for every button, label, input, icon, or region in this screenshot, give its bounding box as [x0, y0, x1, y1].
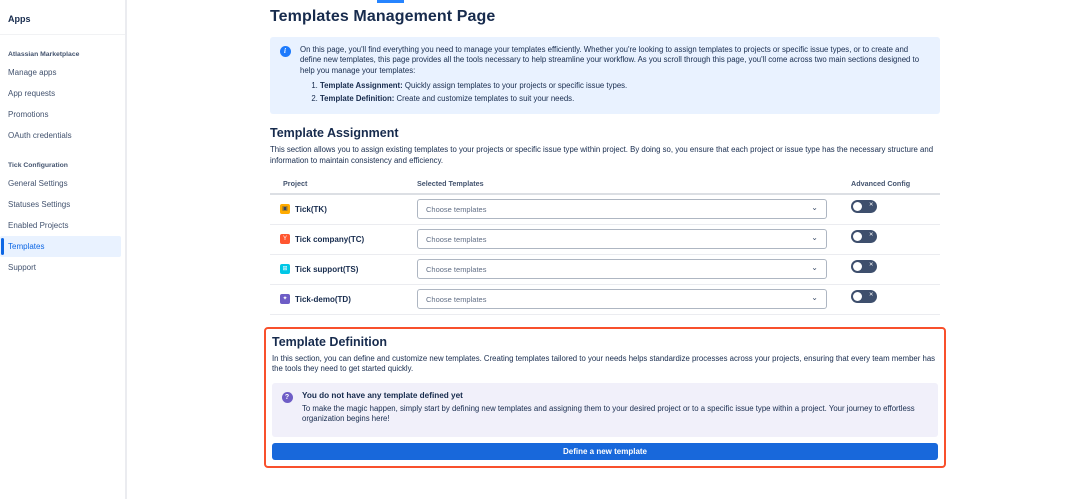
- chevron-down-icon: ⌄: [811, 262, 818, 272]
- avatar-glyph: ▣: [282, 206, 288, 213]
- info-intro-text: On this page, you'll find everything you need to manage your templates efficiently. Whether you're looking to assign templates to projects or specific issue types, or to create and define new templates, this page provides all the tools necessary to help streamline your workflow. As you scroll through this page, you'll come across two main sections designed to help you manage your templates:: [300, 45, 920, 75]
- main-content: [270, 0, 940, 468]
- empty-state-message: To make the magic happen, simply start by defining new templates and assigning them to your desired project or to a specific issue type within a project. Your journey to effortless organization begins here!: [302, 403, 915, 424]
- sidebar-group-marketplace: [0, 45, 125, 146]
- toggle-off-icon: ✕: [868, 262, 874, 269]
- table-row-tick-company-tc: [270, 225, 940, 255]
- advanced-config-toggle[interactable]: [851, 200, 877, 213]
- chevron-down-icon: ⌄: [811, 232, 818, 242]
- template-definition-heading: Template Definition: [272, 334, 388, 349]
- sidebar-item-statuses-settings[interactable]: Statuses Settings: [8, 200, 71, 209]
- sidebar-item-app-requests[interactable]: App requests: [8, 89, 56, 98]
- avatar-glyph: ⊞: [282, 266, 288, 273]
- advanced-config-toggle[interactable]: [851, 260, 877, 273]
- template-definition-description: In this section, you can define and customize new templates. Creating templates tailored to your needs helps standardize processes across your projects, ensuring that every team member has the tools they need to get started quickly.: [272, 353, 936, 374]
- column-header-selected-templates: Selected Templates: [417, 179, 484, 189]
- project-name: Tick-demo(TD): [295, 294, 351, 304]
- project-avatar: [280, 264, 290, 274]
- sidebar-heading-marketplace: Atlassian Marketplace: [8, 51, 80, 58]
- chevron-down-icon: ⌄: [811, 202, 818, 212]
- empty-state-panel: [272, 383, 938, 437]
- template-definition-section: [264, 327, 946, 468]
- project-avatar: [280, 234, 290, 244]
- column-header-project: Project: [283, 179, 308, 189]
- toggle-off-icon: ✕: [868, 232, 874, 239]
- project-name: Tick(TK): [295, 204, 327, 214]
- info-section-list: [320, 81, 926, 104]
- project-name: Tick company(TC): [295, 234, 365, 244]
- toggle-off-icon: ✕: [868, 202, 874, 209]
- list-item-template-assignment: 1. Template Assignment: Quickly assign templates to your projects or specific issue types.: [320, 81, 926, 91]
- choose-templates-dropdown[interactable]: Choose templates ⌄: [417, 229, 827, 249]
- project-name: Tick support(TS): [295, 264, 359, 274]
- empty-state-title: You do not have any template defined yet: [302, 390, 463, 400]
- column-header-advanced-config: Advanced Config: [851, 179, 911, 189]
- advanced-config-toggle[interactable]: [851, 290, 877, 303]
- project-avatar: [280, 294, 290, 304]
- sidebar-item-promotions[interactable]: Promotions: [8, 110, 49, 119]
- assignment-table-header: [270, 175, 940, 195]
- avatar-glyph: ✦: [282, 296, 288, 303]
- info-icon: i: [280, 46, 291, 57]
- sidebar-item-support[interactable]: Support: [8, 263, 37, 272]
- sidebar-item-templates[interactable]: Templates: [0, 236, 121, 257]
- template-assignment-description: This section allows you to assign existing templates to your projects or specific issue type within project. By doing so, you ensure that each project or issue type has the necessary structure and information to maintain consistency and efficiency.: [270, 145, 934, 165]
- template-assignment-heading: Template Assignment: [270, 126, 399, 141]
- sidebar-item-oauth-credentials[interactable]: OAuth credentials: [8, 131, 72, 140]
- advanced-config-toggle[interactable]: [851, 230, 877, 243]
- sidebar-item-enabled-projects[interactable]: Enabled Projects: [8, 221, 69, 230]
- define-new-template-button[interactable]: Define a new template: [272, 443, 938, 460]
- question-icon: ?: [282, 392, 293, 403]
- chevron-down-icon: ⌄: [811, 292, 818, 302]
- sidebar-title: Apps: [0, 0, 125, 35]
- table-row-tick-demo-td: [270, 285, 940, 315]
- list-item-template-definition: 2. Template Definition: Create and customize templates to suit your needs.: [320, 94, 926, 104]
- sidebar-item-manage-apps[interactable]: Manage apps: [8, 68, 57, 77]
- toggle-off-icon: ✕: [868, 292, 874, 299]
- sidebar: [0, 0, 127, 499]
- info-panel: [270, 37, 940, 114]
- choose-templates-dropdown[interactable]: Choose templates ⌄: [417, 199, 827, 219]
- table-row-tick-tk: [270, 195, 940, 225]
- choose-templates-dropdown[interactable]: Choose templates ⌄: [417, 259, 827, 279]
- project-avatar: [280, 204, 290, 214]
- assignment-table: [270, 175, 940, 315]
- sidebar-group-tick-configuration: [0, 156, 125, 278]
- avatar-glyph: Y: [282, 236, 287, 243]
- sidebar-item-general-settings[interactable]: General Settings: [8, 179, 68, 188]
- table-row-tick-support-ts: [270, 255, 940, 285]
- choose-templates-dropdown[interactable]: Choose templates ⌄: [417, 289, 827, 309]
- sidebar-heading-tick-configuration: Tick Configuration: [8, 162, 68, 169]
- page-title: Templates Management Page: [270, 8, 496, 25]
